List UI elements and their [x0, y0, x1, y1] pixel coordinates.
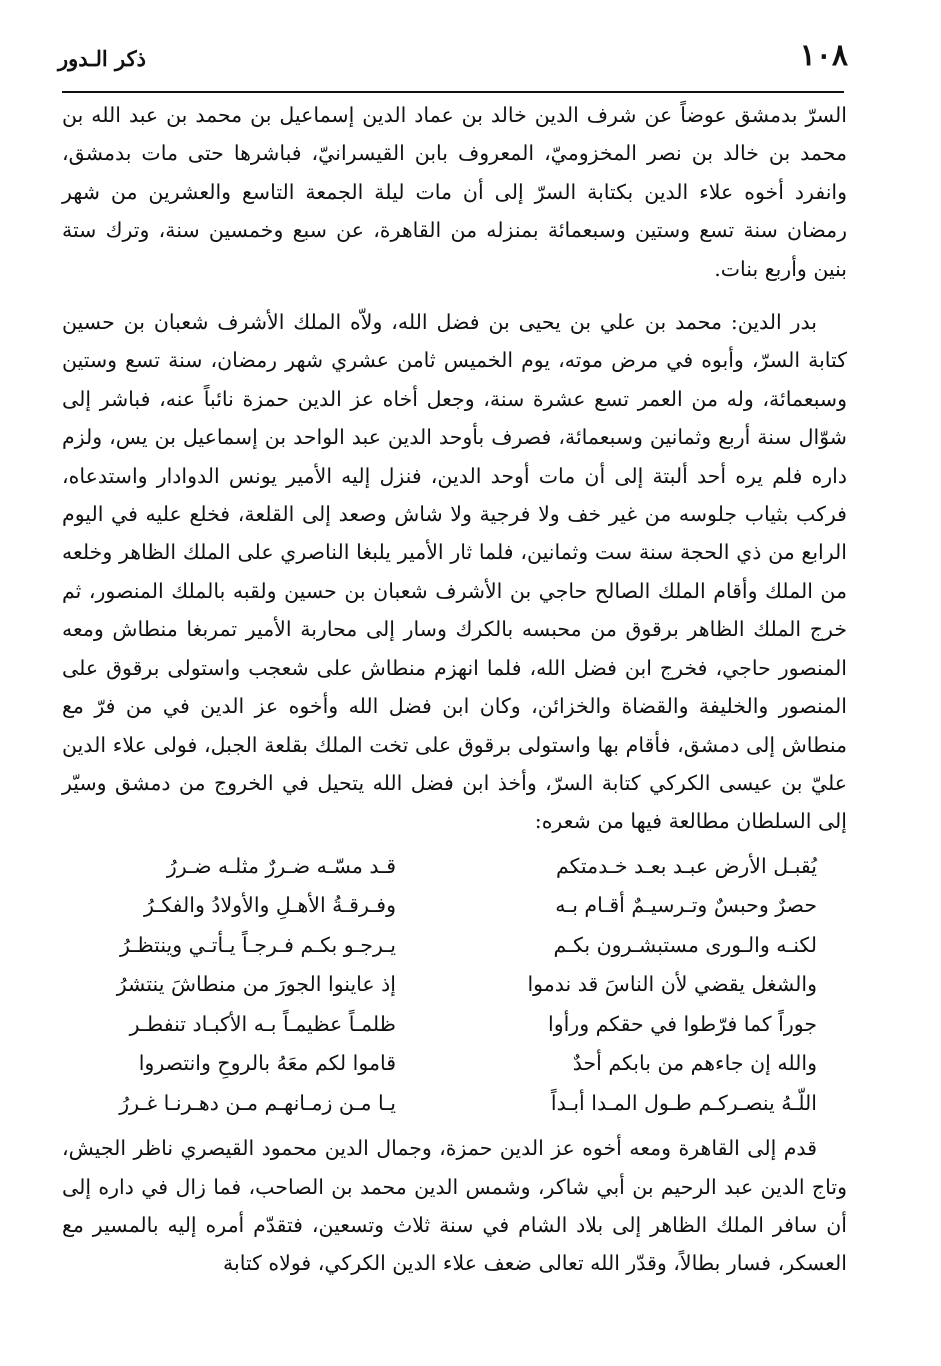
body-text: [62, 96, 847, 1283]
poem-verse: [96, 1084, 817, 1124]
poem-verse: [96, 886, 817, 926]
verse-first-hemistich: يُقبـل الأرض عبـد بعـد خـدمتكم: [555, 853, 817, 878]
poem-verse: [96, 926, 817, 966]
verse-second-hemistich: إذ عاينوا الجورَ من منطاشَ ينتشرُ: [116, 972, 396, 997]
poem-verse: [96, 965, 817, 1005]
page-number: ١٠٨: [799, 38, 848, 73]
page-header: [58, 38, 848, 88]
verse-first-hemistich: جوراً كما فرّطوا في حقكم ورأوا: [548, 1011, 817, 1036]
verse-first-hemistich: والشغل يقضي لأن الناسَ قد ندموا: [527, 972, 817, 997]
verse-second-hemistich: قـد مسّـه ضـررٌ مثلـه ضـررُ: [166, 853, 396, 878]
verse-second-hemistich: يـرجـو بكـم فـرجـاً يـأتـي وينتظـرُ: [120, 932, 396, 957]
poem: [62, 847, 847, 1124]
poem-verse: [96, 847, 817, 887]
verse-first-hemistich: اللّـهُ ينصـركـم طـول المـدا أبـداً: [550, 1090, 817, 1115]
running-title: ذكر الـدور: [58, 46, 146, 71]
verse-second-hemistich: يـا مـن زمـانهـم مـن دهـرنـا غـررُ: [119, 1090, 396, 1115]
paragraph-badr-al-din: بدر الدين: محمد بن علي بن يحيى بن فضل الله، ولاّه الملك الأشرف شعبان بن حسين كتابة السرّ، وأبوه في مرض موته، يوم الخميس ثامن عشري شهر رمضان، سنة تسع وستين وسبعمائة، وله من العمر تسع عشرة سنة، وجعل أخاه عز الدين حمزة نائباً عنه، فباشر إلى شوّال سنة أربع وثمانين وسبعمائة، فصرف بأوحد الدين عبد الواحد بن إسماعيل بن يس، ولزم داره فلم يره أحد ألبتة إلى أن مات أوحد الدين، فنزل إليه الأمير يونس الدوادار واستدعاه، فركب بثياب جلوسه من غير خف ولا فرجية ولا شاش وصعد إلى القلعة، فخلع عليه في اليوم الرابع من ذي الحجة سنة ست وثمانين، فلما ثار الأمير يلبغا الناصري على الملك الظاهر وخلعه من الملك وأقام الملك الصالح حاجي بن الأشرف شعبان بن حسين ولقبه بالملك المنصور، ثم خرج الملك الظاهر برقوق من محبسه بالكرك وسار إلى محاربة الأمير تمربغا منطاش ومعه المنصور حاجي، فخرج ابن فضل الله، فلما انهزم منطاش على شعجب واستولى برقوق على المنصور والخليفة والقضاة والخزائن، وكان ابن فضل الله وأخوه عز الدين في من فرّ مع منطاش إلى دمشق، فأقام بها واستولى برقوق على تخت الملك بقلعة الجبل، فولى علاء الدين عليّ بن عيسى الكركي كتابة السرّ، وأخذ ابن فضل الله يتحيل في الخروج من دمشق وسيّر إلى السلطان مطالعة فيها من شعره:: [62, 310, 847, 834]
verse-second-hemistich: وفـرقـةُ الأهـلِ والأولادُ والفكـرُ: [144, 893, 396, 918]
header-rule: [62, 91, 844, 93]
poem-verse: [96, 1005, 817, 1045]
verse-second-hemistich: قاموا لكم معَهُ بالروحِ وانتصروا: [138, 1051, 396, 1076]
verse-first-hemistich: لكنـه والـورى مستبشـرون بكـم: [553, 932, 817, 957]
poem-verse: [96, 1044, 817, 1084]
verse-second-hemistich: ظلمـاً عظيمـاً بـه الأكبـاد تنفطـر: [129, 1011, 396, 1036]
verse-first-hemistich: والله إن جاءهم من بابكم أحدٌ: [572, 1051, 817, 1076]
paragraph-after-poem: قدم إلى القاهرة ومعه أخوه عز الدين حمزة، وجمال الدين محمود القيصري ناظر الجيش، وتاج الدين عبد الرحيم بن أبي شاكر، وشمس الدين محمد بن الصاحب، فما زال في داره إلى أن سافر الملك الظاهر إلى بلاد الشام في سنة ثلاث وتسعين، فتقدّم أمره إليه بالمسير مع العسكر، فسار بطالاً، وقدّر الله تعالى ضعف علاء الدين الكركي، فولاه كتابة: [62, 1136, 847, 1276]
paragraph-continuation: السرّ بدمشق عوضاً عن شرف الدين خالد بن عماد الدين إسماعيل بن محمد بن عبد الله بن محمد بن خالد بن نصر المخزوميّ، المعروف بابن القيسرانيّ، فباشرها حتى مات بدمشق، وانفرد أخوه علاء الدين بكتابة السرّ إلى أن مات ليلة الجمعة التاسع والعشرين من شهر رمضان سنة تسع وستين وسبعمائة بمنزله من القاهرة، عن سبع وخمسين سنة، وترك ستة بنين وأربع بنات.: [62, 103, 847, 281]
verse-first-hemistich: حصرٌ وحبسٌ وتـرسيـمٌ أقـام بـه: [555, 893, 817, 918]
